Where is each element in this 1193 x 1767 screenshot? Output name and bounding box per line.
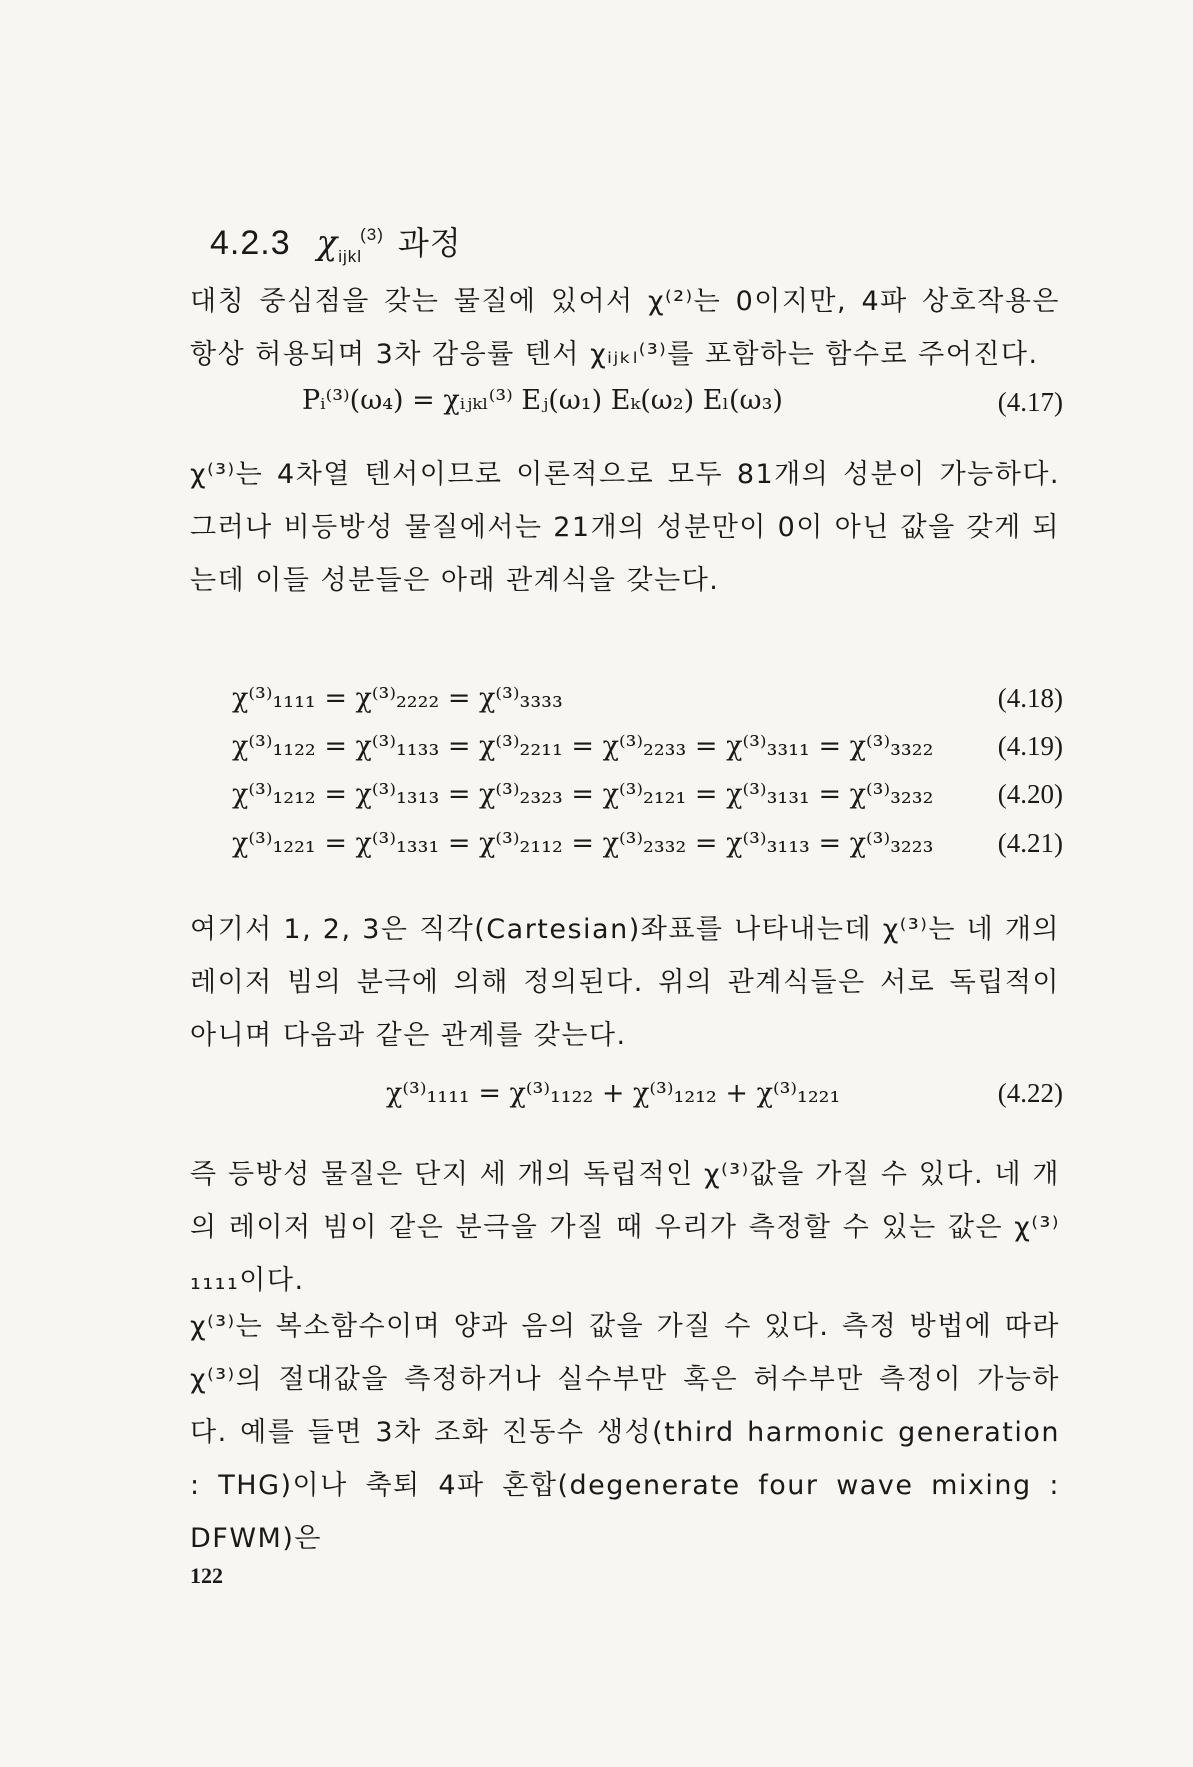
section-title-word: 과정 [397, 224, 462, 262]
equation-number-4-17: (4.17) [997, 387, 1063, 417]
equation-number-4-18: (4.18) [997, 683, 1063, 713]
paragraph-cartesian: 여기서 1, 2, 3은 직각(Cartesian)좌표를 나타내는데 χ⁽³⁾는 네 개의 레이저 빔의 분극에 의해 정의된다. 위의 관계식들은 서로 독립적이 아니며 다음과 같은 관계를 갖는다. [190, 914, 1060, 1051]
equation-number-4-21: (4.21) [997, 828, 1063, 858]
paragraph-tensor: χ⁽³⁾는 4차열 텐서이므로 이론적으로 모두 81개의 성분이 가능하다. 그러나 비등방성 물질에서는 21개의 성분만이 0이 아닌 값을 갖게 되는데 이들 성분들은 아래 관계식을 갖는다. [190, 459, 1060, 596]
section-number: 4.2.3 [210, 224, 291, 262]
equation-4-19: χ⁽³⁾₁₁₂₂ = χ⁽³⁾₁₁₃₃ = χ⁽³⁾₂₂₁₁ = χ⁽³⁾₂₂₃₃ = χ⁽³⁾₃₃₁₁ = χ⁽³⁾₃₃₂₂ [232, 731, 934, 762]
equation-4-22: χ⁽³⁾₁₁₁₁ = χ⁽³⁾₁₁₂₂ + χ⁽³⁾₁₂₁₂ + χ⁽³⁾₁₂₂₁ [386, 1078, 841, 1109]
chi-symbol: χ [316, 223, 339, 263]
paragraph-intro: 대칭 중심점을 갖는 물질에 있어서 χ⁽²⁾는 0이지만, 4파 상호작용은 항상 허용되며 3차 감응률 텐서 χᵢⱼₖₗ⁽³⁾를 포함하는 함수로 주어진다. [190, 286, 1060, 370]
equation-number-4-20: (4.20) [997, 779, 1063, 809]
equation-4-21: χ⁽³⁾₁₂₂₁ = χ⁽³⁾₁₃₃₁ = χ⁽³⁾₂₁₁₂ = χ⁽³⁾₂₃₃₂ = χ⁽³⁾₃₁₁₃ = χ⁽³⁾₃₂₂₃ [232, 828, 934, 859]
paragraph-isotropic: 즉 등방성 물질은 단지 세 개의 독립적인 χ⁽³⁾값을 가질 수 있다. 네 개의 레이저 빔이 같은 분극을 가질 때 우리가 측정할 수 있는 값은 χ⁽³⁾₁₁₁₁이다. [190, 1159, 1060, 1296]
chi-superscript: (3) [360, 225, 384, 244]
chi-subscript: ijkl [338, 247, 363, 266]
equation-4-20: χ⁽³⁾₁₂₁₂ = χ⁽³⁾₁₃₁₃ = χ⁽³⁾₂₃₂₃ = χ⁽³⁾₂₁₂₁ = χ⁽³⁾₃₁₃₁ = χ⁽³⁾₃₂₃₂ [232, 779, 934, 810]
equation-4-17: Pᵢ⁽³⁾(ω₄) = χᵢⱼₖₗ⁽³⁾ Eⱼ(ω₁) Eₖ(ω₂) Eₗ(ω₃) [302, 385, 783, 416]
equation-4-18: χ⁽³⁾₁₁₁₁ = χ⁽³⁾₂₂₂₂ = χ⁽³⁾₃₃₃₃ [232, 683, 563, 714]
equation-number-4-19: (4.19) [997, 731, 1063, 761]
section-heading [210, 218, 462, 267]
paragraph-complex: χ⁽³⁾는 복소함수이며 양과 음의 값을 가질 수 있다. 측정 방법에 따라 χ⁽³⁾의 절대값을 측정하거나 실수부만 혹은 허수부만 측정이 가능하다. 예를 들면 3차 조화 진동수 생성(third harmonic generation : THG)이나 축퇴 4파 혼합(degenerate four wave mixing : DFWM)은 [190, 1311, 1060, 1554]
page-number: 122 [190, 1563, 223, 1588]
equation-number-4-22: (4.22) [997, 1078, 1063, 1108]
